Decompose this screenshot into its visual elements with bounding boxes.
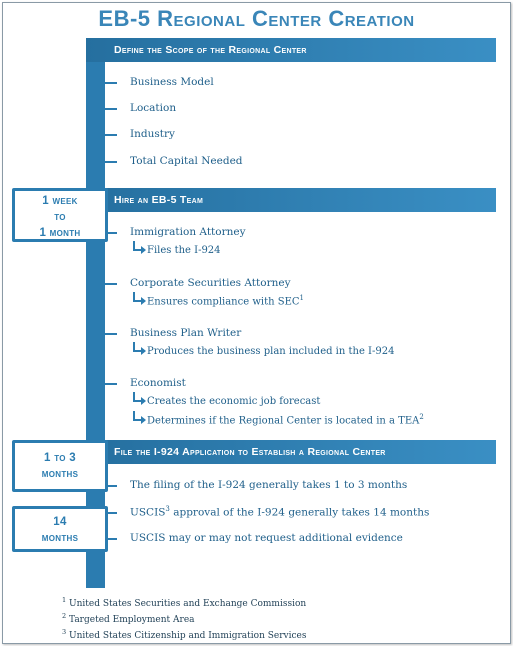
time-box-team-line3: 1 month <box>39 227 81 239</box>
footnote-2: $^2$ Targeted Employment Area <box>62 612 195 625</box>
time-box-filing-line2: months <box>41 468 79 480</box>
scope-item-business-model: Business Model <box>130 76 214 88</box>
time-box-team-line2: to <box>54 211 66 223</box>
arrow-icon <box>132 244 146 254</box>
task-files-i924: Files the I-924 <box>132 244 221 256</box>
section-header-file-label: File the I-924 Application to Establish a Regional Center <box>114 446 386 458</box>
footnote-1: $^1$ United States Securities and Exchange Commission <box>62 596 307 609</box>
file-item-additional-evidence: USCIS may or may not request additional evidence <box>130 532 403 544</box>
time-box-approval <box>12 506 108 552</box>
scope-item-industry: Industry <box>130 128 175 140</box>
role-economist: Economist <box>130 377 186 389</box>
item-tick <box>105 383 117 385</box>
time-box-team-line1: 1 week <box>42 195 78 207</box>
task-business-plan: Produces the business plan included in the I-924 <box>132 345 394 357</box>
item-tick <box>105 283 117 285</box>
item-tick <box>105 512 117 514</box>
item-tick <box>105 232 117 234</box>
time-box-team <box>12 188 108 242</box>
time-box-approval-line1: 14 <box>53 516 67 528</box>
time-box-filing-line1: 1 to 3 <box>44 452 76 464</box>
item-tick <box>105 108 117 110</box>
task-sec-compliance: Ensures compliance with SEC$^1$ <box>132 294 304 307</box>
footnote-3: $^3$ United States Citizenship and Immigration Services <box>62 628 307 641</box>
item-tick <box>105 134 117 136</box>
arrow-icon <box>132 345 146 355</box>
section-header-team <box>86 188 496 212</box>
arrow-icon <box>132 295 146 305</box>
task-job-forecast: Creates the economic job forecast <box>132 395 320 407</box>
section-header-scope-label: Define the Scope of the Regional Center <box>114 44 307 56</box>
section-header-file <box>86 440 496 464</box>
arrow-icon <box>132 414 146 424</box>
role-business-plan-writer: Business Plan Writer <box>130 327 242 339</box>
section-header-scope <box>86 38 496 62</box>
file-item-filing-time: The filing of the I-924 generally takes 1 to 3 months <box>130 479 408 491</box>
role-securities-attorney: Corporate Securities Attorney <box>130 277 291 289</box>
section-header-team-label: Hire an EB-5 Team <box>114 194 204 206</box>
time-box-filing <box>12 440 108 492</box>
scope-item-location: Location <box>130 102 177 114</box>
page-title: EB-5 Regional Center Creation <box>98 6 415 31</box>
file-item-approval-time: USCIS$^3$ approval of the I-924 generally takes 14 months <box>130 505 430 519</box>
scope-item-capital: Total Capital Needed <box>130 155 243 167</box>
time-box-approval-line2: months <box>41 532 79 544</box>
role-immigration-attorney: Immigration Attorney <box>130 226 246 238</box>
item-tick <box>105 538 117 540</box>
item-tick <box>105 333 117 335</box>
item-tick <box>105 82 117 84</box>
arrow-icon <box>132 395 146 405</box>
task-tea-determination: Determines if the Regional Center is located in a TEA$^2$ <box>132 413 424 426</box>
item-tick <box>105 485 117 487</box>
item-tick <box>105 161 117 163</box>
